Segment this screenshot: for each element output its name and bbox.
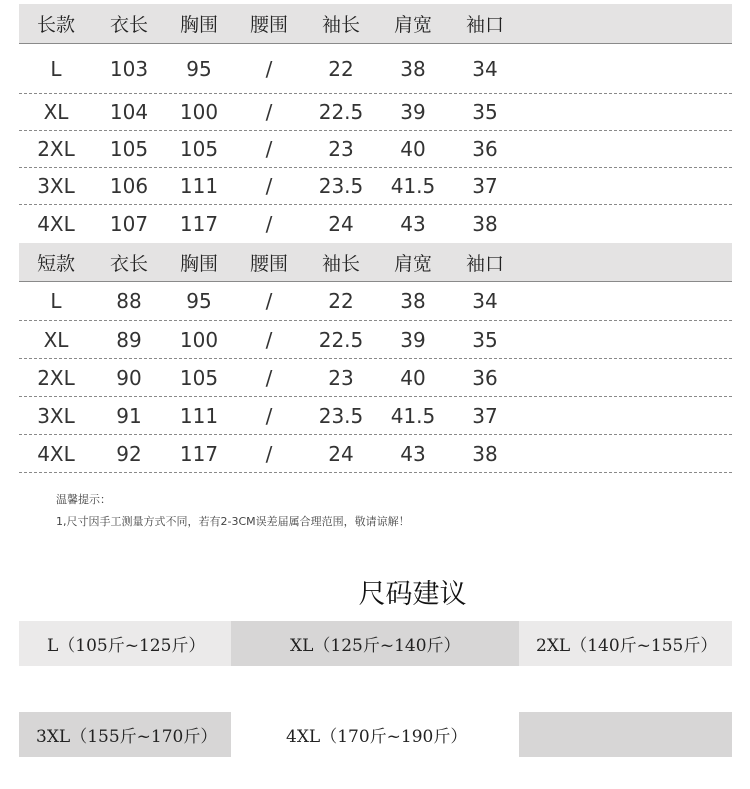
value-cell: 89 (116, 327, 142, 352)
suggestion-text: 4XL（170斤~190斤） (286, 727, 468, 747)
value-cell: 34 (472, 56, 498, 81)
header-cuff: 袖口 (465, 252, 504, 275)
value-cell: / (265, 56, 273, 81)
value-cell: 95 (186, 56, 212, 81)
value-cell: 22 (328, 56, 354, 81)
value-cell: 41.5 (390, 403, 436, 428)
tip-title: 温馨提示： (56, 493, 111, 506)
size-cell: 2XL (37, 137, 75, 161)
value-cell: 91 (116, 403, 142, 428)
value-cell: 90 (116, 365, 142, 390)
value-cell: 103 (109, 56, 149, 81)
suggestion-text: 3XL（155斤~170斤） (36, 727, 218, 747)
value-cell: 38 (472, 441, 498, 466)
size-cell: 4XL (37, 441, 75, 466)
tip-notice (56, 489, 410, 533)
header-sleeve: 袖长 (321, 252, 360, 275)
value-cell: 39 (400, 100, 426, 124)
value-cell: 24 (328, 441, 354, 466)
header-length: 衣长 (109, 252, 148, 275)
table-row (19, 44, 732, 94)
value-cell: / (265, 365, 273, 390)
value-cell: 35 (472, 327, 498, 352)
value-cell: 35 (472, 100, 498, 124)
value-cell: 37 (472, 403, 498, 428)
header-length: 衣长 (109, 14, 148, 36)
value-cell: 107 (109, 211, 149, 236)
value-cell: 23.5 (318, 403, 364, 428)
header-sleeve: 袖长 (321, 14, 360, 36)
long-table-header-row (19, 4, 732, 44)
suggestion-box (231, 712, 519, 757)
value-cell: 22 (328, 289, 354, 313)
value-cell: 38 (472, 211, 498, 236)
table-row (19, 131, 732, 168)
value-cell: / (265, 289, 273, 313)
value-cell: 100 (179, 327, 219, 352)
table-row (19, 321, 732, 359)
value-cell: / (265, 137, 273, 161)
header-shoulder: 肩宽 (393, 14, 432, 36)
value-cell: 43 (400, 441, 426, 466)
value-cell: 22.5 (318, 100, 364, 124)
table-row (19, 359, 732, 397)
size-cell: 4XL (37, 211, 75, 236)
header-chest: 胸围 (179, 14, 218, 36)
value-cell: 43 (400, 211, 426, 236)
value-cell: 38 (400, 289, 426, 313)
long-size-table (19, 4, 732, 242)
value-cell: 104 (109, 100, 149, 124)
header-style: 短款 (36, 252, 75, 275)
value-cell: 117 (179, 441, 219, 466)
header-cuff: 袖口 (465, 14, 504, 36)
suggestion-box (19, 621, 231, 666)
size-cell: 3XL (37, 403, 75, 428)
suggestion-text: L（105斤~125斤） (47, 636, 206, 656)
value-cell: 100 (179, 100, 219, 124)
header-shoulder: 肩宽 (393, 252, 432, 275)
value-cell: 36 (472, 137, 498, 161)
value-cell: / (265, 403, 273, 428)
header-waist: 腰围 (249, 14, 288, 36)
suggestion-box (19, 712, 231, 757)
value-cell: / (265, 174, 273, 198)
value-cell: 88 (116, 289, 142, 313)
table-row (19, 168, 732, 205)
size-suggestion-title: 尺码建议 (358, 579, 467, 610)
table-row (19, 397, 732, 435)
value-cell: 111 (179, 174, 219, 198)
table-row (19, 94, 732, 131)
suggestion-text: 2XL（140斤~155斤） (536, 636, 718, 656)
size-cell: L (50, 289, 62, 313)
table-row (19, 205, 732, 242)
value-cell: 24 (328, 211, 354, 236)
value-cell: 95 (186, 289, 212, 313)
value-cell: 111 (179, 403, 219, 428)
value-cell: 41.5 (390, 174, 436, 198)
header-waist: 腰围 (249, 252, 288, 275)
value-cell: 34 (472, 289, 498, 313)
short-table-header-row (19, 243, 732, 282)
value-cell: / (265, 100, 273, 124)
suggestion-box (231, 621, 519, 666)
value-cell: 92 (116, 441, 142, 466)
table-row (19, 435, 732, 473)
suggestion-box (519, 621, 732, 666)
suggestion-text: XL（125斤~140斤） (290, 636, 461, 656)
value-cell: / (265, 211, 273, 236)
table-row (19, 282, 732, 321)
header-style: 长款 (36, 14, 75, 36)
short-size-table (19, 243, 732, 473)
value-cell: 105 (109, 137, 149, 161)
value-cell: 37 (472, 174, 498, 198)
value-cell: 23.5 (318, 174, 364, 198)
value-cell: 105 (179, 365, 219, 390)
value-cell: 40 (400, 137, 426, 161)
value-cell: 38 (400, 56, 426, 81)
value-cell: 117 (179, 211, 219, 236)
value-cell: 23 (328, 365, 354, 390)
value-cell: 105 (179, 137, 219, 161)
size-cell: 2XL (37, 365, 75, 390)
size-cell: XL (43, 327, 69, 352)
value-cell: 23 (328, 137, 354, 161)
tip-text: 1,尺寸因手工测量方式不同，若有2-3CM误差届属合理范围，敬请谅解！ (56, 515, 410, 528)
size-cell: L (50, 56, 62, 81)
value-cell: 39 (400, 327, 426, 352)
value-cell: 36 (472, 365, 498, 390)
size-cell: 3XL (37, 174, 75, 198)
value-cell: / (265, 327, 273, 352)
size-cell: XL (43, 100, 69, 124)
value-cell: 40 (400, 365, 426, 390)
header-chest: 胸围 (179, 252, 218, 275)
value-cell: / (265, 441, 273, 466)
suggestion-box-empty (519, 712, 732, 757)
value-cell: 106 (109, 174, 149, 198)
value-cell: 22.5 (318, 327, 364, 352)
